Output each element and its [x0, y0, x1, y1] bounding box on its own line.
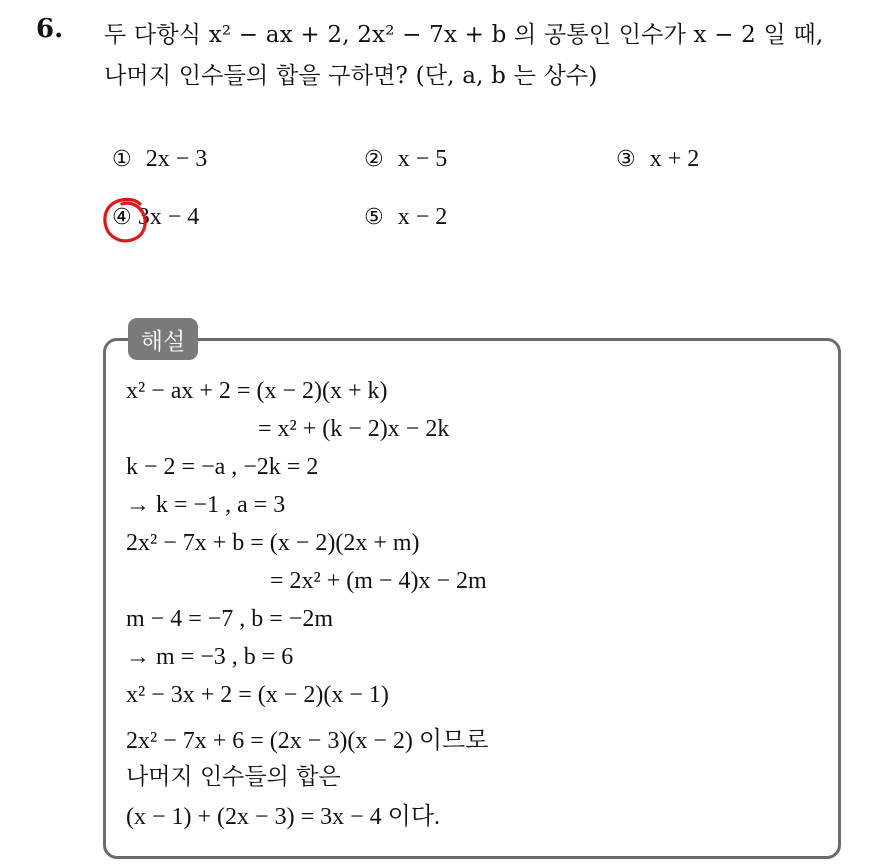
question-text-line-1: 두 다항식 x² − ax + 2, 2x² − 7x + b 의 공통인 인수가 x − 2 일 때, [104, 22, 824, 48]
solution-line-10: 2x² − 7x + 6 = (2x − 3)(x − 2) 이므로 [126, 728, 489, 754]
solution-line-4: → k = −1 , a = 3 [126, 492, 286, 518]
choice-3[interactable] [616, 146, 699, 173]
choice-5[interactable] [364, 204, 447, 231]
solution-line-5: 2x² − 7x + b = (x − 2)(2x + m) [126, 530, 420, 556]
question-text-line-2: 나머지 인수들의 합을 구하면? (단, a, b 는 상수) [104, 63, 598, 89]
choice-4-expression: 3x − 4 [137, 204, 200, 230]
solution-line-3: k − 2 = −a , −2k = 2 [126, 454, 319, 480]
choice-4-number: ④ [112, 205, 132, 230]
question-number: 6. [36, 14, 64, 44]
solution-line-8: → m = −3 , b = 6 [126, 644, 294, 670]
choice-3-expression: x + 2 [649, 146, 700, 172]
choice-3-number: ③ [616, 147, 636, 172]
choice-4[interactable] [112, 204, 199, 231]
choice-2[interactable] [364, 146, 447, 173]
solution-line-1: x² − ax + 2 = (x − 2)(x + k) [126, 378, 388, 404]
solution-tag: 해설 [128, 318, 198, 360]
solution-line-12: (x − 1) + (2x − 3) = 3x − 4 이다. [126, 804, 441, 830]
solution-line-6: = 2x² + (m − 4)x − 2m [270, 568, 487, 594]
solution-line-7: m − 4 = −7 , b = −2m [126, 606, 334, 632]
solution-line-2: = x² + (k − 2)x − 2k [258, 416, 450, 442]
choice-5-expression: x − 2 [397, 204, 448, 230]
choice-1-expression: 2x − 3 [145, 146, 208, 172]
choice-2-number: ② [364, 147, 384, 172]
choice-2-expression: x − 5 [397, 146, 448, 172]
choice-1[interactable] [112, 146, 207, 173]
solution-line-9: x² − 3x + 2 = (x − 2)(x − 1) [126, 682, 389, 708]
choice-5-number: ⑤ [364, 205, 384, 230]
solution-line-11: 나머지 인수들의 합은 [126, 764, 341, 790]
choice-1-number: ① [112, 147, 132, 172]
